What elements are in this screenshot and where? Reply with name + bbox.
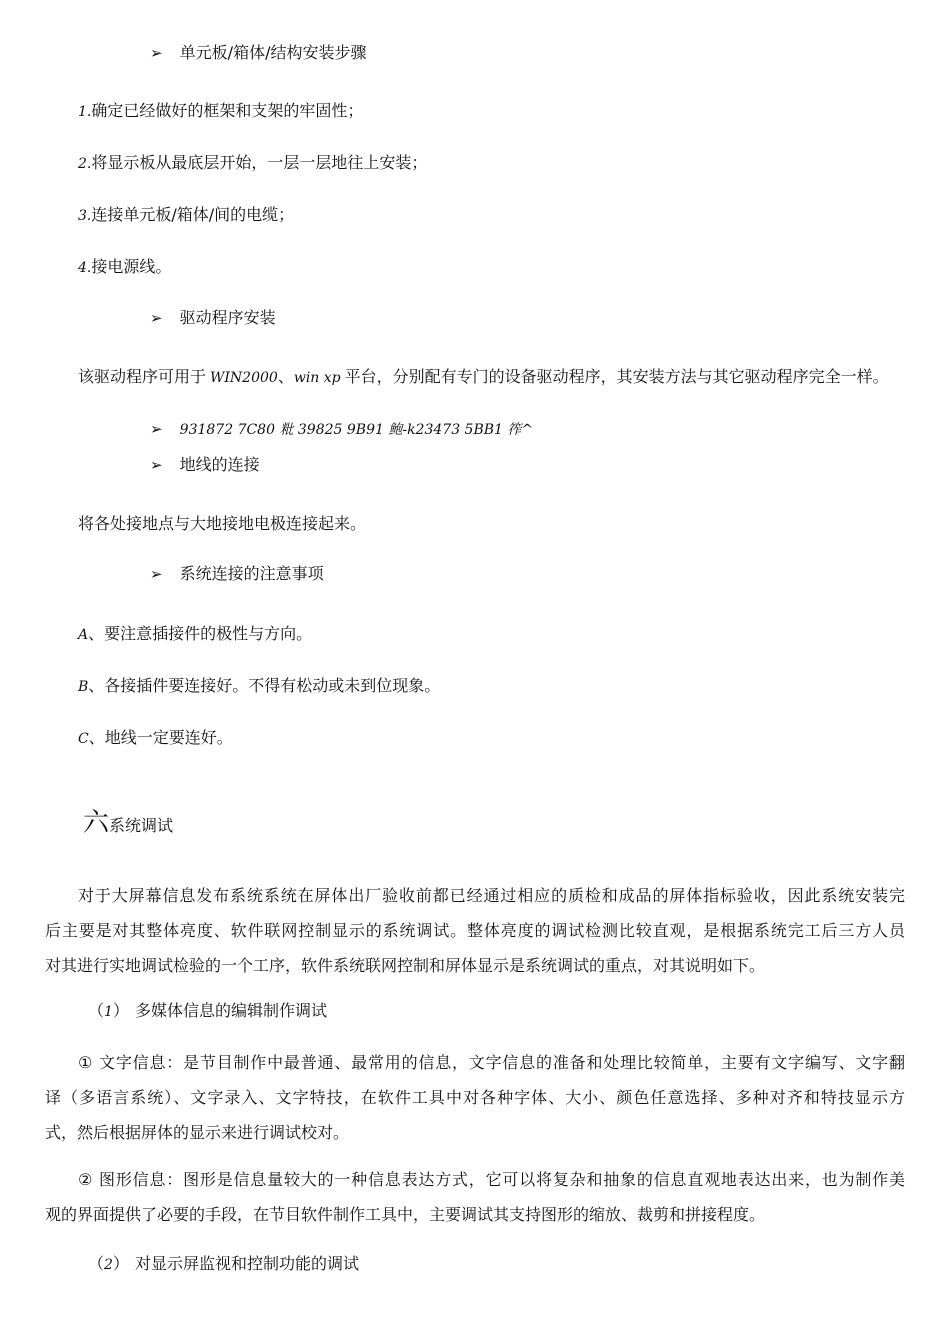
os-name: WIN2000	[210, 370, 278, 386]
step-text: 将显示板从最底层开始，一层一层地往上安装；	[91, 153, 428, 172]
subsection-title: 驱动程序安装	[179, 308, 276, 327]
driver-paragraph: 该驱动程序可用于 WIN2000、win xp 平台，分别配有专门的设备驱动程序，其安装方法与其它驱动程序完全一样。	[78, 367, 889, 386]
note-letter: C	[78, 731, 89, 747]
step-number: 4.	[78, 260, 92, 276]
subsection-heading-structure-install	[150, 43, 366, 63]
subsection-title: 931872 7C80 粃 39825 9B91 鲍-k23473 5BB1 筰^	[179, 422, 534, 438]
subsection-heading-garbled	[150, 419, 533, 440]
paragraph-line: 观的界面提供了必要的手段，在节目软件制作工具中，主要调试其支持图形的缩放、裁剪和拼接程度。	[45, 1205, 766, 1224]
os-name: win xp	[293, 370, 341, 386]
note-text: 、地线一定要连好。	[88, 728, 233, 747]
subsection-heading-driver-install	[150, 308, 276, 328]
note-text: 、各接插件要连接好。不得有松动或未到位现象。	[88, 676, 441, 695]
note-item	[78, 728, 233, 749]
subsection-title: 单元板/箱体/结构安装步骤	[179, 43, 367, 62]
step-item	[78, 153, 427, 174]
note-letter: A	[78, 627, 89, 643]
section-title: 系统调试	[109, 816, 174, 835]
paragraph-line: ① 文字信息：是节目制作中最普通、最常用的信息，文字信息的准备和处理比较简单，主要有文字编写、文字翻	[78, 1053, 905, 1072]
section-number: 六	[83, 808, 110, 838]
graphic-info-paragraph	[45, 1162, 905, 1232]
step-number: 3.	[78, 208, 92, 224]
bullet-arrow-icon: ➢	[150, 456, 163, 474]
step-text: 连接单元板/箱体/间的电缆；	[91, 205, 295, 224]
section-heading	[83, 808, 173, 838]
paragraph-line: 式，然后根据屏体的显示来进行调试校对。	[45, 1123, 350, 1142]
step-item	[78, 257, 171, 278]
bullet-arrow-icon: ➢	[150, 309, 163, 327]
bullet-arrow-icon: ➢	[150, 565, 163, 583]
ground-paragraph: 将各处接地点与大地接地电极连接起来。	[78, 514, 367, 533]
paragraph-line: 译（多语言系统）、文字录入、文字特技，在软件工具中对各种字体、大小、颜色任意选择、多种对齐和特技显示方	[45, 1088, 905, 1107]
note-letter: B	[78, 679, 89, 695]
paragraph-line: 后主要是对其整体亮度、软件联网控制显示的系统调试。整体亮度的调试检测比较直观，是根据系统完工后三方人员	[45, 921, 905, 940]
note-item	[78, 676, 440, 697]
paragraph-line: 对其进行实地调试检验的一个工序，软件系统联网控制和屏体显示是系统调试的重点，对其说明如下。	[45, 956, 766, 975]
step-number: 2.	[78, 156, 92, 172]
intro-paragraph	[45, 878, 905, 983]
paragraph-line: 对于大屏幕信息发布系统系统在屏体出厂验收前都已经通过相应的质检和成品的屏体指标验收，因此系统安装完	[78, 886, 905, 905]
subsection-heading-ground-wire	[150, 455, 260, 475]
numbered-subheading: （1） 多媒体信息的编辑制作调试	[88, 1001, 327, 1020]
bullet-arrow-icon: ➢	[150, 420, 163, 438]
item-number: 1	[104, 1004, 113, 1020]
paragraph-line: ② 图形信息：图形是信息量较大的一种信息表达方式，它可以将复杂和抽象的信息直观地表达出来，也为制作美	[78, 1170, 905, 1189]
subsection-heading-notes	[150, 564, 324, 584]
item-title: 对显示屏监视和控制功能的调试	[134, 1254, 359, 1273]
note-text: 、要注意插接件的极性与方向。	[88, 624, 313, 643]
step-item	[78, 205, 294, 226]
step-text: 接电源线。	[91, 257, 172, 276]
item-number: 2	[104, 1257, 113, 1273]
step-number: 1.	[78, 104, 92, 120]
subsection-title: 系统连接的注意事项	[179, 564, 324, 583]
step-text: 确定已经做好的框架和支架的牢固性；	[91, 101, 364, 120]
item-title: 多媒体信息的编辑制作调试	[134, 1001, 327, 1020]
bullet-arrow-icon: ➢	[150, 44, 163, 62]
subsection-title: 地线的连接	[179, 455, 260, 474]
text-info-paragraph	[45, 1045, 905, 1150]
step-item	[78, 101, 363, 122]
note-item	[78, 624, 312, 645]
numbered-subheading: （2） 对显示屏监视和控制功能的调试	[88, 1254, 359, 1273]
